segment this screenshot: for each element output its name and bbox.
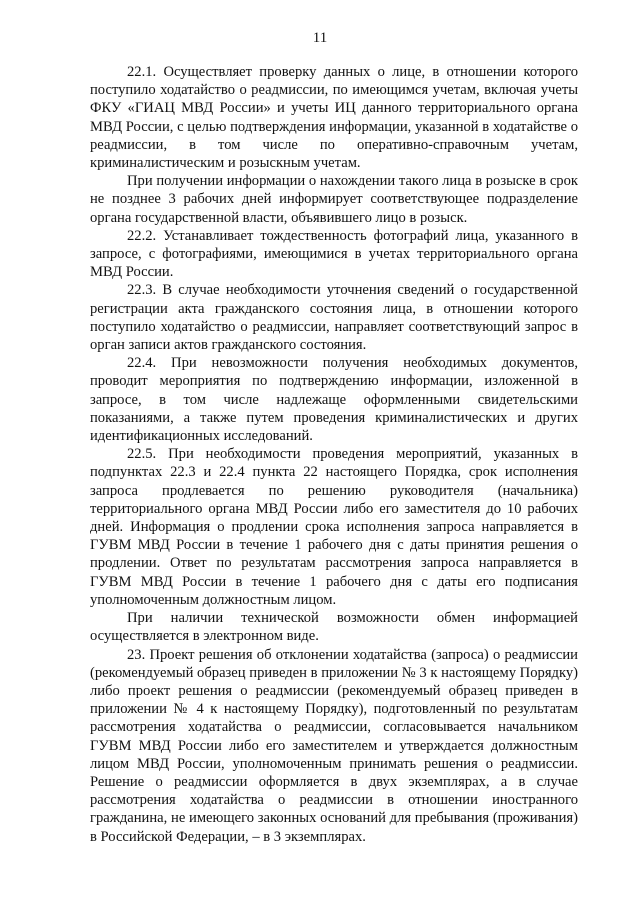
page-number: 11 xyxy=(312,30,328,46)
document-body xyxy=(90,63,578,846)
paragraph-22-1: 22.1. Осуществляет проверку данных о лице, в отношении которого поступило ходатайство о реадмиссии, по имеющимся учетам, включая учеты ФКУ «ГИАЦ МВД России» и учеты ИЦ данного территориального органа МВД России, с целью подтверждения информации, указанной в ходатайстве о реадмиссии, в том числе по оперативно-справочным учетам, криминалистическим и розыскным учетам. xyxy=(90,64,578,172)
paragraph-22-5: 22.5. При необходимости проведения мероприятий, указанных в подпунктах 22.3 и 22.4 пункта 22 настоящего Порядка, срок исполнения запроса продлевается по решению руководителя (начальника) территориального органа МВД России либо его заместителя до 10 рабочих дней. Информация о продлении срока исполнения запроса направляется в ГУВМ МВД России в течение 1 рабочего дня с даты принятия решения о продлении. Ответ по результатам рассмотрения запроса направляется в ГУВМ МВД России в течение 1 рабочего дня с даты его подписания уполномоченным должностным лицом. xyxy=(90,446,578,608)
paragraph-22-2: 22.2. Устанавливает тождественность фотографий лица, указанного в запросе, с фотографиями, имеющимися в учетах территориального органа МВД России. xyxy=(90,227,578,281)
paragraph-22-1-search-notice: При получении информации о нахождении такого лица в розыске в срок не позднее 3 рабочих дней информирует соответствующее подразделение органа государственной власти, объявившего лицо в розыск. xyxy=(90,173,578,226)
paragraph-23: 23. Проект решения об отклонении ходатайства (запроса) о реадмиссии (рекомендуемый образец приведен в приложении № 3 к настоящему Порядку) либо проект решения о реадмиссии (рекомендуемый образец приведен в приложении № 4 к настоящему Порядку), подготовленный по результатам рассмотрения ходатайства о реадмиссии, согласовывается начальником ГУВМ МВД России либо его заместителем и утверждается должностным лицом МВД России, уполномоченным принимать решения о реадмиссии. Решение о реадмиссии оформляется в двух экземплярах, а в случае рассмотрения ходатайства о реадмиссии в отношении иностранного гражданина, не имеющего законных оснований для пребывания (проживания) в Российской Федерации, – в 3 экземплярах. xyxy=(90,646,578,845)
paragraph-22-5-electronic: При наличии технической возможности обмен информацией осуществляется в электронном виде. xyxy=(90,610,578,645)
paragraph-22-3: 22.3. В случае необходимости уточнения сведений о государственной регистрации акта гражданского состояния лица, в отношении которого поступило ходатайство о реадмиссии, направляет соответствующий запрос в орган записи актов гражданского состояния. xyxy=(90,282,578,354)
paragraph-22-4: 22.4. При невозможности получения необходимых документов, проводит мероприятия по подтверждению информации, изложенной в запросе, в том числе надлежаще оформленными свидетельскими показаниями, а также путем проведения криминалистических и других идентификационных исследований. xyxy=(90,355,578,445)
